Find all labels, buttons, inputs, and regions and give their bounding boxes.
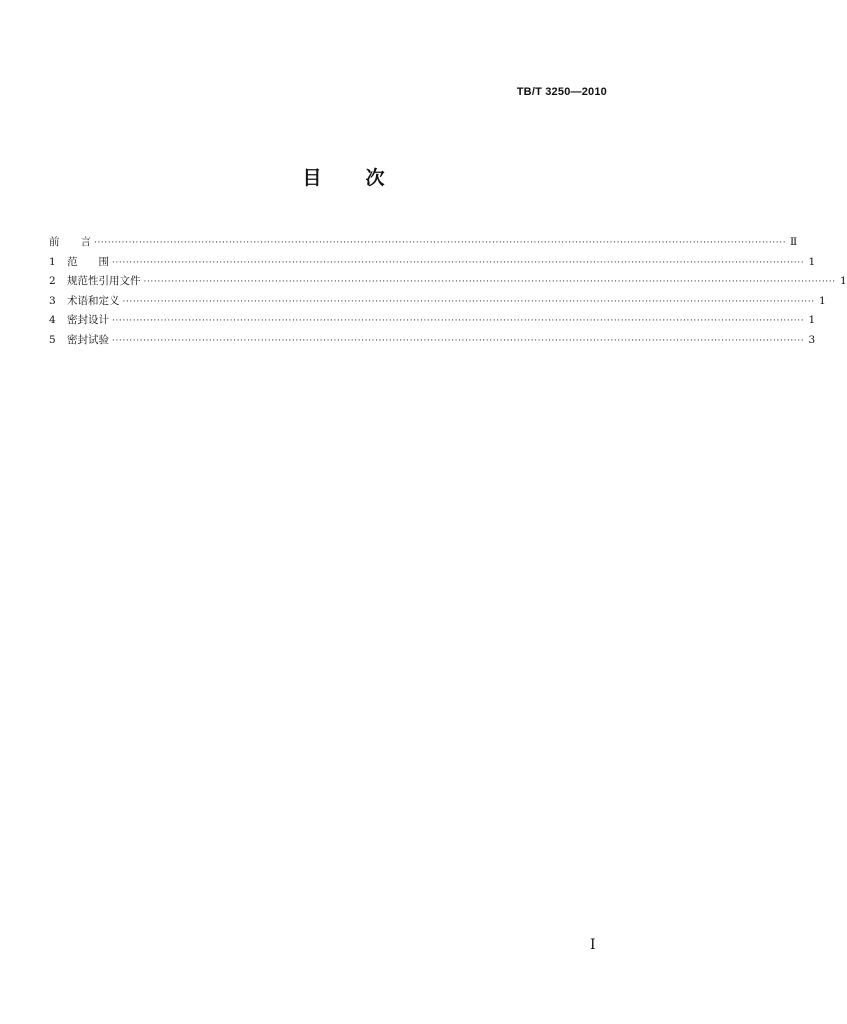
toc-entry-label: 密封试验 — [67, 333, 109, 346]
toc-entry-number: 5 — [49, 333, 56, 346]
table-of-contents — [49, 234, 847, 351]
toc-entry-seal-design[interactable] — [49, 312, 816, 332]
toc-entry-preface[interactable] — [49, 234, 798, 254]
toc-entry-normative-references[interactable] — [49, 273, 847, 293]
toc-entry-label: 规范性引用文件 — [67, 275, 141, 287]
toc-entry-page: 1 — [839, 275, 847, 287]
toc-entry-scope[interactable] — [49, 254, 816, 274]
toc-title-part1: 目 — [302, 167, 322, 189]
toc-entry-number: 2 — [49, 275, 56, 287]
toc-entry-label: 前 言 — [49, 236, 91, 248]
toc-entry-label: 密封设计 — [67, 314, 109, 326]
toc-leader-dots: ········································································································································································································ — [94, 238, 787, 248]
toc-title-part2: 次 — [365, 167, 385, 189]
toc-entry-seal-test[interactable] — [49, 332, 816, 352]
toc-entry-page: 1 — [808, 255, 816, 268]
toc-entry-page: Ⅱ — [790, 236, 798, 248]
toc-title — [0, 163, 687, 190]
toc-entry-number: 1 — [49, 255, 56, 268]
toc-entry-number: 3 — [49, 294, 56, 307]
toc-leader-dots: ········································································································································································································ — [112, 257, 805, 268]
toc-entry-page: 1 — [818, 294, 826, 307]
toc-leader-dots: ········································································································································································································ — [143, 277, 836, 287]
page-number: I — [590, 937, 596, 953]
toc-leader-dots: ········································································································································································································ — [122, 296, 815, 307]
toc-entry-terms-definitions[interactable] — [49, 293, 826, 313]
toc-leader-dots: ········································································································································································································ — [112, 335, 805, 346]
toc-entry-label: 范 围 — [67, 255, 109, 268]
standard-code: TB/T 3250—2010 — [516, 86, 607, 98]
toc-entry-page: 1 — [808, 314, 816, 326]
toc-entry-page: 3 — [808, 333, 816, 346]
toc-entry-number: 4 — [49, 314, 56, 326]
toc-entry-label: 术语和定义 — [67, 294, 120, 307]
toc-leader-dots: ········································································································································································································ — [112, 316, 805, 326]
